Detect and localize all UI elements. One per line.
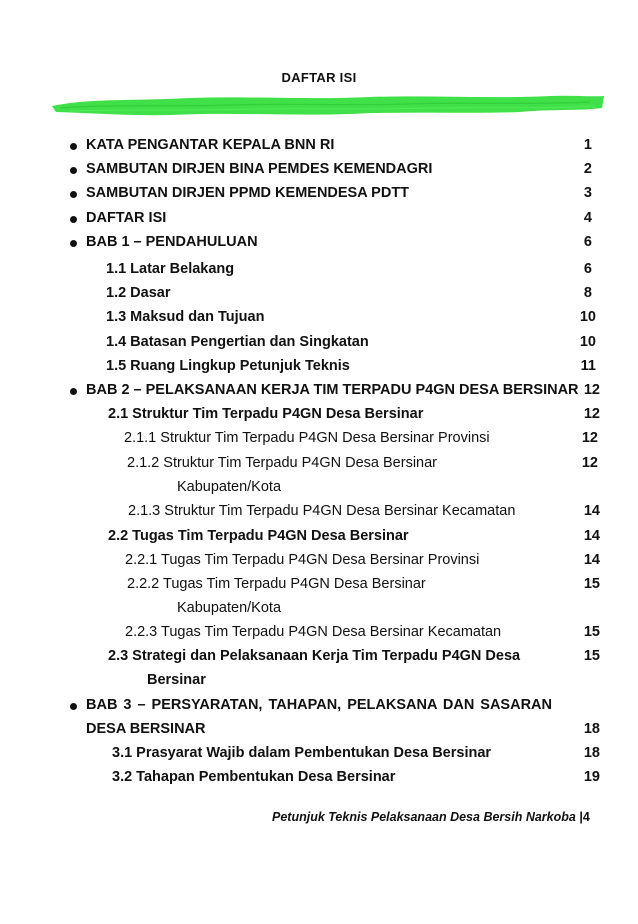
toc-entry-page-number: 6 [583, 234, 592, 250]
toc-entry[interactable] [0, 406, 638, 428]
toc-entry[interactable] [0, 234, 638, 256]
toc-entry-page-number: 4 [583, 210, 592, 226]
toc-entry-page-number: 12 [583, 406, 600, 422]
toc-entry[interactable] [0, 600, 638, 622]
toc-entry-page-number: 6 [583, 261, 592, 277]
toc-entry-label: DAFTAR ISI [86, 210, 167, 226]
toc-entry[interactable] [0, 334, 638, 356]
toc-entry-page-number: 14 [583, 528, 600, 544]
toc-entry-label: BAB 1 – PENDAHULUAN [86, 234, 258, 250]
toc-entry-label: BAB 3 – PERSYARATAN, TAHAPAN, PELAKSANA DAN SASARAN [86, 697, 552, 713]
toc-entry[interactable] [0, 697, 638, 719]
toc-entry-label: 2.2 Tugas Tim Terpadu P4GN Desa Bersinar [108, 528, 409, 544]
toc-entry[interactable] [0, 769, 638, 791]
toc-entry-label: 2.2.1 Tugas Tim Terpadu P4GN Desa Bersinar Provinsi [125, 552, 480, 568]
green-brush-stroke [50, 92, 606, 118]
toc-entry[interactable] [0, 261, 638, 283]
toc-entry[interactable] [0, 430, 638, 452]
toc-entry-page-number: 11 [580, 358, 596, 374]
toc-entry-label: 1.4 Batasan Pengertian dan Singkatan [106, 334, 369, 350]
toc-entry[interactable] [0, 503, 638, 525]
bullet-icon [70, 216, 77, 223]
bullet-icon [70, 240, 77, 247]
toc-entry-page-number: 10 [579, 309, 596, 325]
toc-entry-page-number: 14 [583, 503, 600, 519]
toc-entry-page-number: 15 [583, 624, 600, 640]
page-title: DAFTAR ISI [281, 70, 357, 85]
toc-entry[interactable] [0, 624, 638, 646]
toc-entry-label: SAMBUTAN DIRJEN BINA PEMDES KEMENDAGRI [86, 161, 433, 177]
toc-entry-page-number: 12 [583, 382, 600, 398]
toc-entry[interactable] [0, 672, 638, 694]
bullet-icon [70, 191, 77, 198]
toc-entry-label: DESA BERSINAR [86, 721, 206, 737]
toc-entry-page-number: 15 [583, 576, 600, 592]
toc-entry-page-number: 15 [583, 648, 600, 664]
toc-entry-page-number: 18 [583, 721, 600, 737]
toc-entry[interactable] [0, 210, 638, 232]
toc-entry[interactable] [0, 185, 638, 207]
toc-entry-page-number: 8 [583, 285, 592, 301]
toc-entry[interactable] [0, 528, 638, 550]
toc-entry-label: 1.3 Maksud dan Tujuan [106, 309, 265, 325]
footer-page-number: |4 [579, 810, 590, 824]
toc-entry[interactable] [0, 648, 638, 670]
toc-entry-label: 2.2.3 Tugas Tim Terpadu P4GN Desa Bersinar Kecamatan [125, 624, 502, 640]
bullet-icon [70, 167, 77, 174]
toc-entry-label: Kabupaten/Kota [177, 600, 282, 616]
toc-entry[interactable] [0, 358, 638, 380]
toc-entry-label: Bersinar [147, 672, 206, 688]
toc-entry-label: 2.1.2 Struktur Tim Terpadu P4GN Desa Bersinar [127, 455, 438, 471]
toc-entry-label: 1.1 Latar Belakang [106, 261, 235, 277]
toc-entry-label: 2.1 Struktur Tim Terpadu P4GN Desa Bersinar [108, 406, 424, 422]
footer-title: Petunjuk Teknis Pelaksanaan Desa Bersih Narkoba [272, 810, 576, 824]
toc-entry[interactable] [0, 721, 638, 743]
toc-entry-label: 3.1 Prasyarat Wajib dalam Pembentukan Desa Bersinar [112, 745, 492, 761]
toc-entry-label: 2.3 Strategi dan Pelaksanaan Kerja Tim Terpadu P4GN Desa [108, 648, 521, 664]
toc-entry-label: KATA PENGANTAR KEPALA BNN RI [86, 137, 335, 153]
toc-entry[interactable] [0, 552, 638, 574]
toc-entry-page-number: 3 [583, 185, 592, 201]
toc-entry-page-number: 12 [581, 430, 598, 446]
toc-entry[interactable] [0, 137, 638, 159]
toc-entry-label: 1.2 Dasar [106, 285, 171, 301]
bullet-icon [70, 388, 77, 395]
toc-entry-label: 1.5 Ruang Lingkup Petunjuk Teknis [106, 358, 350, 374]
bullet-icon [70, 703, 77, 710]
toc-entry-page-number: 10 [579, 334, 596, 350]
toc-entry-page-number: 14 [583, 552, 600, 568]
toc-entry-label: 2.1.1 Struktur Tim Terpadu P4GN Desa Bersinar Provinsi [124, 430, 490, 446]
toc-entry-label: Kabupaten/Kota [177, 479, 282, 495]
toc-entry-label: 2.2.2 Tugas Tim Terpadu P4GN Desa Bersinar [127, 576, 426, 592]
toc-entry-label: 3.2 Tahapan Pembentukan Desa Bersinar [112, 769, 396, 785]
toc-entry-label: SAMBUTAN DIRJEN PPMD KEMENDESA PDTT [86, 185, 410, 201]
toc-entry-label: 2.1.3 Struktur Tim Terpadu P4GN Desa Bersinar Kecamatan [128, 503, 516, 519]
toc-entry[interactable] [0, 455, 638, 477]
toc-entry-page-number: 18 [583, 745, 600, 761]
toc-entry[interactable] [0, 161, 638, 183]
toc-entry-label: BAB 2 – PELAKSANAAN KERJA TIM TERPADU P4GN DESA BERSINAR [86, 382, 579, 398]
bullet-icon [70, 143, 77, 150]
toc-entry[interactable] [0, 309, 638, 331]
toc-entry[interactable] [0, 285, 638, 307]
toc-entry[interactable] [0, 382, 638, 404]
toc-entry[interactable] [0, 479, 638, 501]
toc-entry-page-number: 12 [581, 455, 598, 471]
toc-entry-page-number: 2 [583, 161, 592, 177]
toc-entry-page-number: 1 [583, 137, 592, 153]
toc-entry-page-number: 19 [583, 769, 600, 785]
toc-entry[interactable] [0, 745, 638, 767]
page-footer [272, 810, 590, 824]
toc-entry[interactable] [0, 576, 638, 598]
